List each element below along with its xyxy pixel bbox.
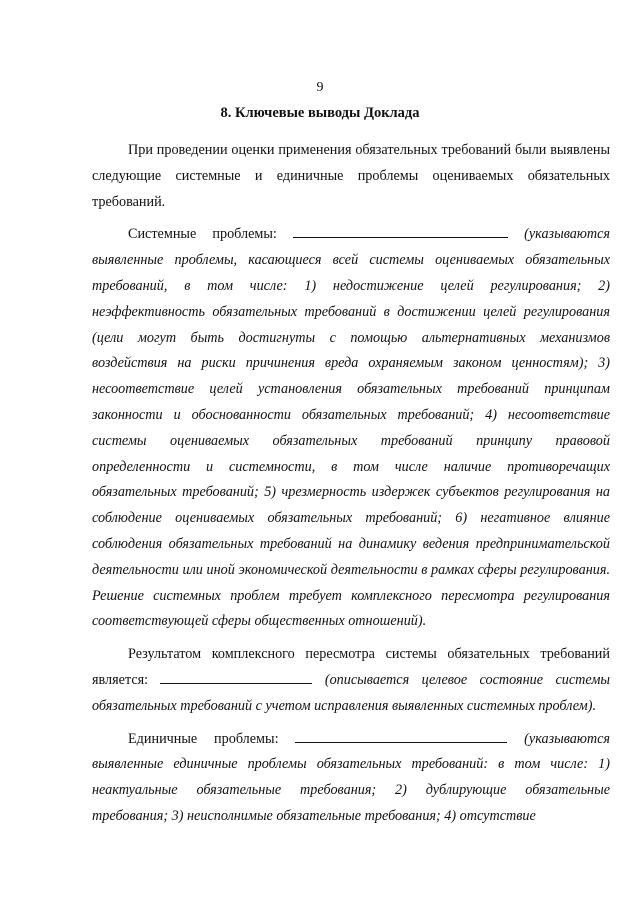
result-paragraph [92,642,610,719]
systemic-problems-paragraph [92,222,610,635]
document-body [92,138,610,837]
section-heading: 8. Ключевые выводы Доклада [220,105,420,121]
single-problems-note: (указываются выявленные единичные проблемы обязательных требований: в том числе: 1) неактуальные обязательные требования; 2) дублирующие обязательные требования; 3) неисполнимые обязательные требования; 4) отсутствие [92,730,611,824]
intro-paragraph: При проведении оценки применения обязательных требований были выявлены следующие системные и единичные проблемы оцениваемых обязательных требований. [92,142,610,210]
result-label: Результатом комплексного пересмотра системы обязательных требований является: [92,646,610,688]
page-number: 9 [316,80,324,95]
systemic-problems-label: Системные проблемы: [128,226,277,243]
single-problems-blank [295,728,507,743]
systemic-problems-note: (указываются выявленные проблемы, касающиеся всей системы оцениваемых обязательных требований, в том числе: 1) недостижение целей регулирования; 2) неэффективность обязательных требований в достижении целей регулирования (цели могут быть достигнуты с помощью альтернативных механизмов воздействия на риски причинения вреда охраняемым законом ценностям); 3) несоответствие целей установления обязательных требований принципам законности и обоснованности обязательных требований; 4) несоответствие системы оцениваемых обязательных требований принципу правовой определенности и системности, в том числе наличие противоречащих обязательных требований; 5) чрезмерность издержек субъектов регулирования на соблюдение оцениваемых обязательных требований; 6) негативное влияние соблюдения обязательных требований на динамику ведения предпринимательской деятельности или иной экономической деятельности в рамках сферы регулирования. Решение системных проблем требует комплексного пересмотра регулирования соответствующей сферы общественных отношений). [92,226,610,630]
result-blank [160,669,312,684]
systemic-problems-blank [293,223,508,238]
single-problems-label: Единичные проблемы: [128,730,279,747]
single-problems-paragraph [92,727,610,830]
result-note: (описывается целевое состояние системы обязательных требований с учетом исправления выявленных системных проблем). [92,671,610,714]
